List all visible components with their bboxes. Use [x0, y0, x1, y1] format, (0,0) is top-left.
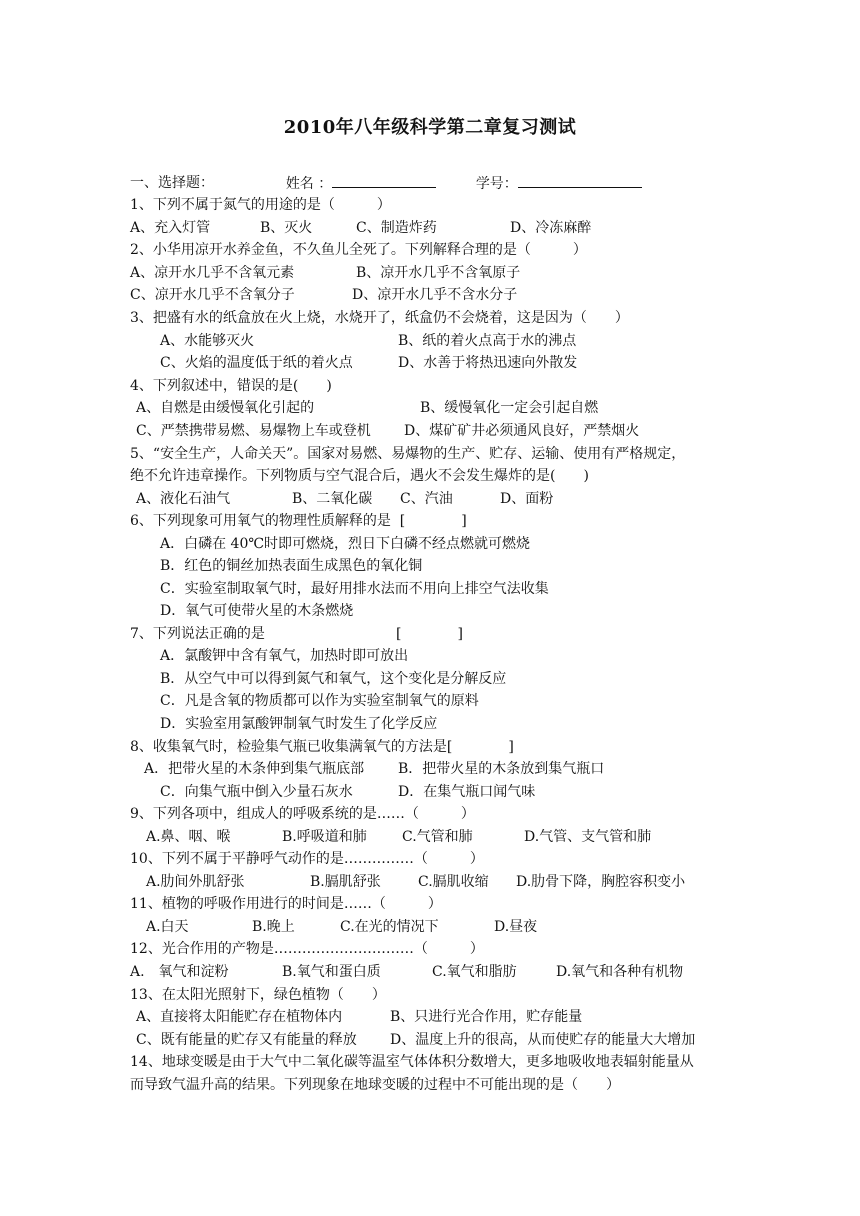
q3-option-a: A、水能够灭火 — [160, 333, 255, 349]
question-10-stem: 10、下列不属于平静呼气动作的是……………（ ） — [130, 851, 484, 867]
q13-option-c: C、既有能量的贮存又有能量的释放 — [136, 1032, 357, 1048]
q11-option-b: B.晚上 — [252, 919, 295, 935]
q5-option-c: C、汽油 — [400, 491, 453, 507]
q1-option-d: D、冷冻麻醉 — [510, 220, 592, 236]
student-id-blank[interactable] — [518, 171, 642, 188]
question-14-stem-line-1: 14、地球变暖是由于大气中二氧化碳等温室气体体积分数增大，更多地吸收地表辐射能量从 — [130, 1054, 694, 1070]
q4-option-d: D、煤矿矿井必须通风良好，严禁烟火 — [404, 423, 640, 439]
question-9-stem: 9、下列各项中，组成人的呼吸系统的是……（ ） — [130, 806, 475, 822]
q9-option-b: B.呼吸道和肺 — [282, 829, 367, 845]
student-id-field — [458, 149, 642, 217]
q10-option-b: B.膈肌舒张 — [310, 874, 381, 890]
question-13-stem: 13、在太阳光照射下，绿色植物（ ） — [130, 987, 386, 1003]
q10-option-d: D.肋骨下降，胸腔容积变小 — [516, 874, 686, 890]
q5-option-b: B、二氧化碳 — [292, 491, 373, 507]
q2-option-d: D、凉开水几乎不含水分子 — [352, 287, 518, 303]
student-id-label: 学号： — [475, 176, 518, 192]
q7-option-d: D．实验室用氯酸钾制氧气时发生了化学反应 — [160, 716, 438, 732]
q3-option-d: D、水善于将热迅速向外散发 — [398, 355, 578, 371]
question-5-stem-line-1: 5、“安全生产，人命关天”。国家对易燃、易爆物的生产、贮存、运输、使用有严格规定， — [130, 446, 686, 462]
q9-option-c: C.气管和肺 — [402, 829, 473, 845]
question-2-stem: 2、小华用凉开水养金鱼，不久鱼儿全死了。下列解释合理的是（ ） — [130, 242, 587, 258]
q5-option-d: D、面粉 — [500, 491, 554, 507]
section-heading: 一、选择题： — [130, 175, 214, 191]
q11-option-c: C.在光的情况下 — [340, 919, 439, 935]
q1-option-a: A、充入灯管 — [130, 220, 211, 236]
question-6-stem: 6、下列现象可用氧气的物理性质解释的是 [ ] — [130, 513, 467, 529]
question-7-stem: 7、下列说法正确的是 — [130, 626, 265, 642]
q13-option-d: D、温度上升的很高，从而使贮存的能量大大增加 — [390, 1032, 696, 1048]
q6-option-a: A．白磷在 40℃时即可燃烧，烈日下白磷不经点燃就可燃烧 — [160, 536, 531, 552]
q7-option-c: C．凡是含氧的物质都可以作为实验室制氧气的原料 — [160, 693, 479, 709]
question-5-stem-line-2: 绝不允许违章操作。下列物质与空气混合后，遇火不会发生爆炸的是( ) — [130, 468, 589, 484]
q11-option-a: A.白天 — [146, 919, 189, 935]
q2-option-b: B、凉开水几乎不含氧原子 — [356, 265, 521, 281]
question-12-stem: 12、光合作用的产物是…………………………（ ） — [130, 941, 484, 957]
q8-option-b: B．把带火星的木条放到集气瓶口 — [398, 761, 605, 777]
name-label: 姓名 ： — [285, 176, 333, 192]
q10-option-c: C.膈肌收缩 — [418, 874, 489, 890]
question-1-stem: 1、下列不属于氮气的用途的是（ ） — [130, 197, 391, 213]
question-8-stem: 8、收集氧气时，检验集气瓶已收集满氧气的方法是[ ] — [130, 739, 514, 755]
q7-answer-bracket: [ ] — [396, 626, 463, 642]
q1-option-c: C、制造炸药 — [356, 220, 437, 236]
q2-option-a: A、凉开水几乎不含氧元素 — [130, 265, 295, 281]
q8-option-a: A．把带火星的木条伸到集气瓶底部 — [144, 761, 365, 777]
q6-option-d: D．氧气可使带火星的木条燃烧 — [160, 603, 354, 619]
q13-option-a: A、直接将太阳能贮存在植物体内 — [136, 1009, 343, 1025]
name-blank[interactable] — [332, 171, 436, 188]
q6-option-b: B．红色的铜丝加热表面生成黑色的氧化铜 — [160, 558, 423, 574]
q12-option-d: D.氧气和各种有机物 — [556, 964, 684, 980]
question-3-stem: 3、把盛有水的纸盒放在火上烧，水烧开了，纸盒仍不会烧着，这是因为（ ） — [130, 310, 629, 326]
q4-option-c: C、严禁携带易燃、易爆物上车或登机 — [136, 423, 371, 439]
q12-option-c: C.氧气和脂肪 — [432, 964, 517, 980]
q7-option-a: A．氯酸钾中含有氧气，加热时即可放出 — [160, 648, 409, 664]
q12-option-a: A. 氧气和淀粉 — [130, 964, 229, 980]
q3-option-c: C、火焰的温度低于纸的着火点 — [160, 355, 353, 371]
q1-option-b: B、灭火 — [260, 220, 313, 236]
q8-option-c: C．向集气瓶中倒入少量石灰水 — [160, 784, 353, 800]
q11-option-d: D.昼夜 — [494, 919, 538, 935]
q3-option-b: B、纸的着火点高于水的沸点 — [398, 333, 577, 349]
question-14-stem-line-2: 而导致气温升高的结果。下列现象在地球变暖的过程中不可能出现的是（ ） — [130, 1077, 620, 1093]
q6-option-c: C．实验室制取氧气时，最好用排水法而不用向上排空气法收集 — [160, 581, 549, 597]
exam-title: 2010年八年级科学第二章复习测试 — [283, 117, 577, 138]
q12-option-b: B.氧气和蛋白质 — [282, 964, 381, 980]
q4-option-b: B、缓慢氧化一定会引起自燃 — [420, 400, 599, 416]
q7-option-b: B．从空气中可以得到氮气和氧气，这个变化是分解反应 — [160, 671, 507, 687]
q2-option-c: C、凉开水几乎不含氧分子 — [130, 287, 295, 303]
q13-option-b: B、只进行光合作用，贮存能量 — [390, 1009, 583, 1025]
q4-option-a: A、自燃是由缓慢氧化引起的 — [136, 400, 315, 416]
question-11-stem: 11、植物的呼吸作用进行的时间是……（ ） — [130, 896, 442, 912]
q9-option-d: D.气管、支气管和肺 — [524, 829, 652, 845]
q10-option-a: A.肋间外肌舒张 — [146, 874, 245, 890]
q8-option-d: D．在集气瓶口闻气味 — [398, 784, 536, 800]
q5-option-a: A、液化石油气 — [136, 491, 231, 507]
q9-option-a: A.鼻、咽、喉 — [146, 829, 231, 845]
question-4-stem: 4、下列叙述中，错误的是( ) — [130, 378, 332, 394]
